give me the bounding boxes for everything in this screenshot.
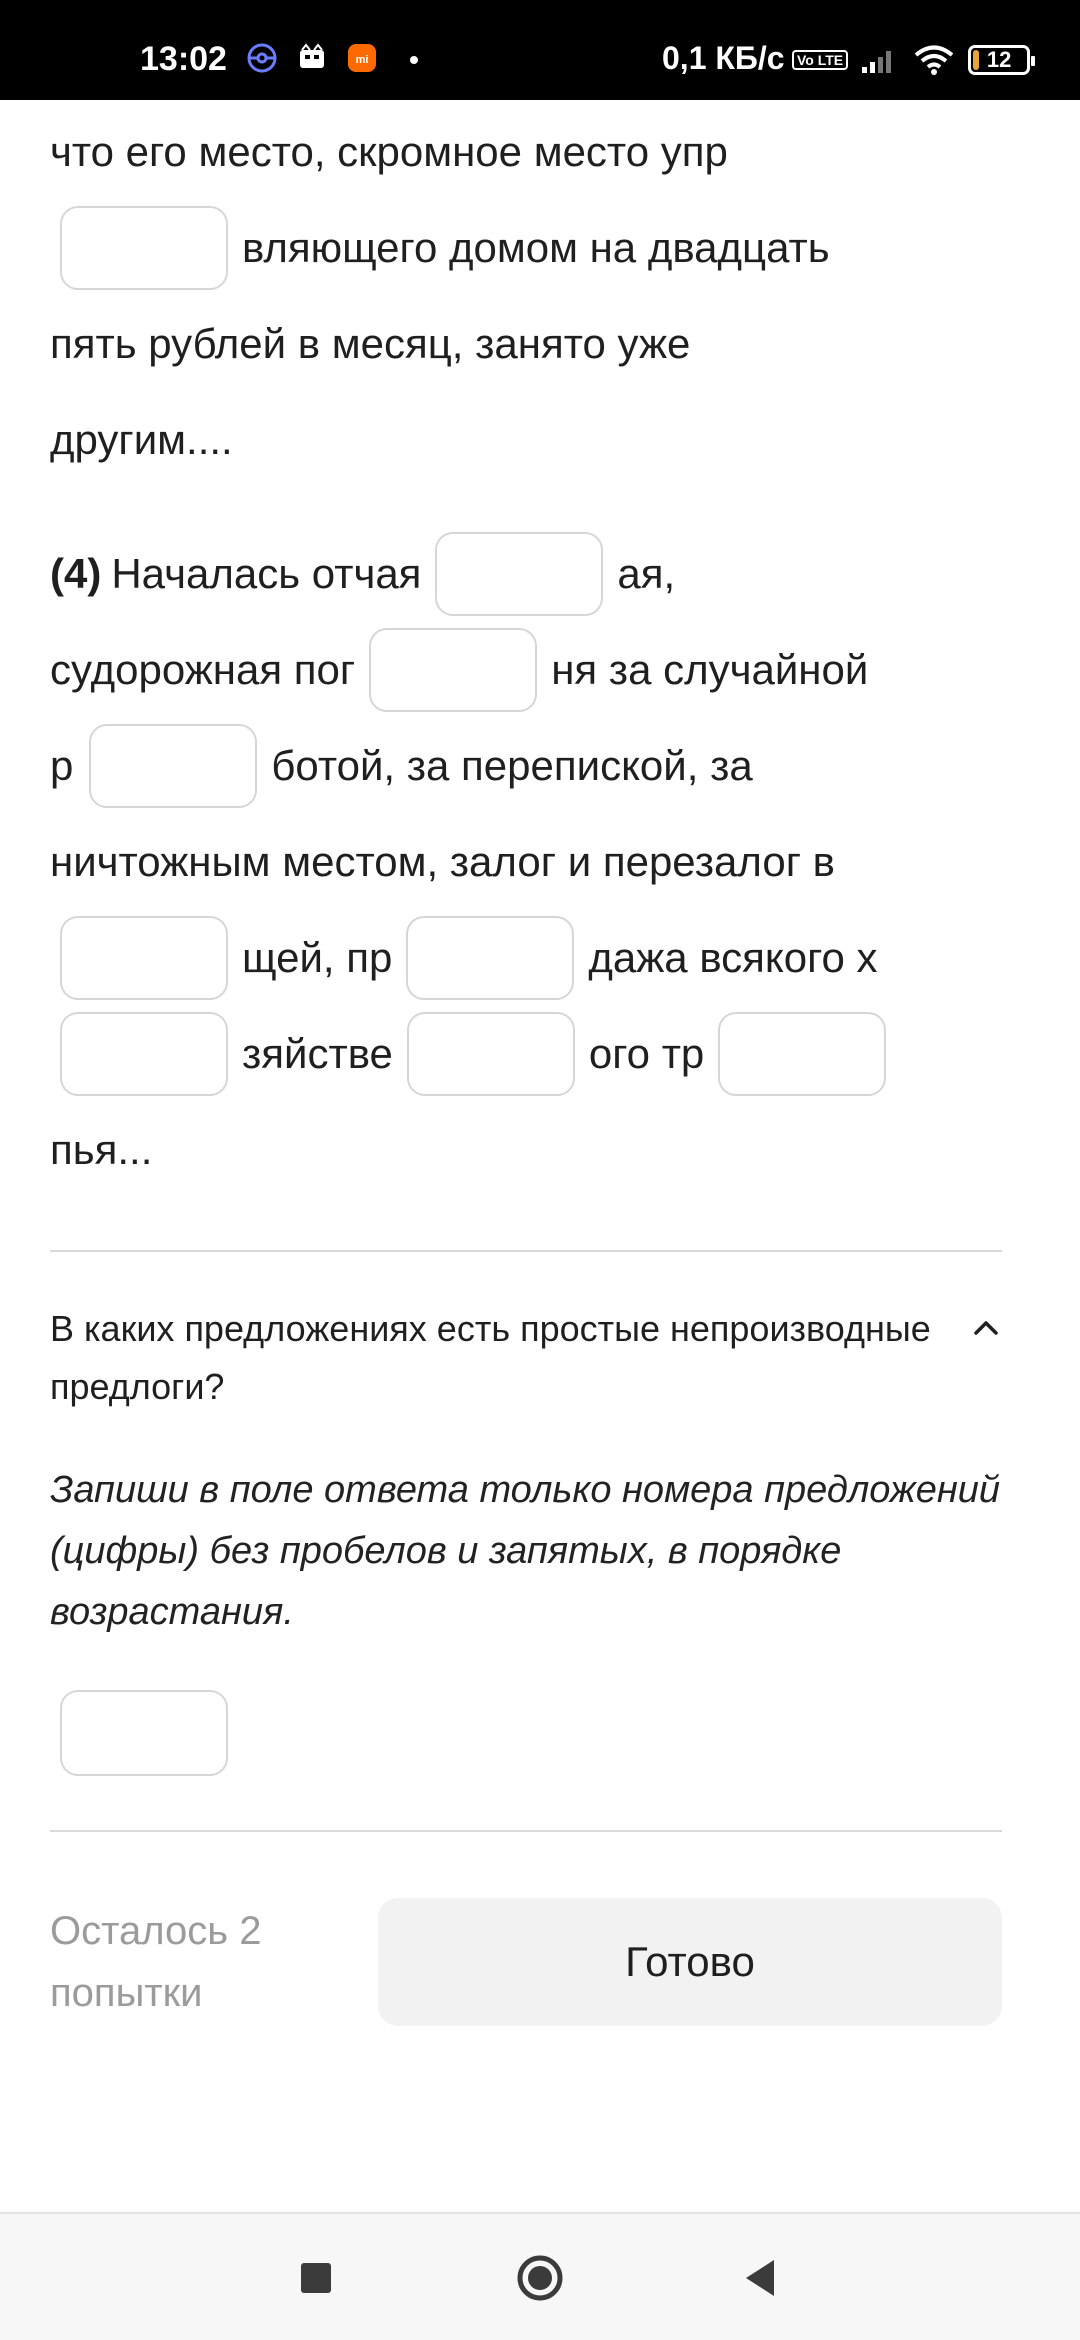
wifi-icon: [912, 44, 956, 76]
gap-input[interactable]: [435, 532, 603, 616]
passage-text: пять рублей в месяц, занято уже: [50, 320, 691, 367]
passage-line: [50, 200, 830, 296]
passage-text: дажа всякого х: [588, 934, 878, 981]
passage-line: [50, 392, 233, 488]
mi-icon: [346, 42, 378, 74]
passage-text: зяйстве: [242, 1030, 393, 1077]
passage-line: [50, 1006, 900, 1102]
chevron-up-icon[interactable]: [968, 1310, 1004, 1346]
status-bar: [0, 0, 1080, 100]
pokeball-icon: [246, 42, 278, 74]
sentence-number: (4): [50, 550, 102, 597]
passage-line: [50, 526, 675, 622]
status-right-icons: [792, 44, 1030, 76]
passage-line: [50, 296, 690, 392]
network-speed: 0,1 КБ/с: [662, 40, 785, 76]
passage-text: р: [50, 742, 74, 789]
system-navigation-bar: [0, 2212, 1080, 2340]
app-notification-icon: [296, 42, 328, 74]
passage-text: ого тр: [588, 1030, 705, 1077]
gap-input[interactable]: [718, 1012, 886, 1096]
divider: [50, 1830, 1002, 1832]
triangle-back-icon[interactable]: [736, 2254, 784, 2302]
passage-line: [50, 814, 835, 910]
signal-icon: [860, 45, 900, 75]
passage-line: [50, 1102, 152, 1198]
passage-text: ая,: [617, 550, 676, 597]
gap-input[interactable]: [60, 1012, 228, 1096]
passage-line: [50, 718, 753, 814]
instruction-text: Запиши в поле ответа только номера предложений (цифры) без пробелов и запятых, в порядке возрастания.: [50, 1469, 1001, 1633]
passage-text: вляющего домом на двадцать: [242, 224, 830, 271]
divider: [50, 1250, 1002, 1252]
passage-text: судорожная пог: [50, 646, 356, 693]
attempts-remaining: Осталось 2 попытки: [50, 1909, 262, 2015]
gap-input[interactable]: [369, 628, 537, 712]
question-text[interactable]: В каких предложениях есть простые непроизводные предлоги?: [50, 1308, 931, 1407]
answer-input[interactable]: [60, 1690, 228, 1776]
status-time: 13:02: [140, 40, 227, 78]
gap-input[interactable]: [406, 916, 574, 1000]
svg-text:mi: mi: [355, 54, 369, 66]
done-button[interactable]: Готово: [378, 1898, 1002, 2026]
passage-line: [50, 910, 878, 1006]
passage-text: Началась отчая: [111, 550, 422, 597]
circle-icon[interactable]: [516, 2254, 564, 2302]
passage-line: [50, 622, 868, 718]
gap-input[interactable]: [89, 724, 257, 808]
volte-icon: Vo LTE: [792, 50, 848, 70]
gap-input[interactable]: [60, 206, 228, 290]
gap-input[interactable]: [60, 916, 228, 1000]
passage-text: что его место, скромное место упр: [50, 128, 728, 175]
passage-text: другим....: [50, 416, 233, 463]
square-icon[interactable]: [292, 2254, 340, 2302]
passage-text: ничтожным местом, залог и перезалог в: [50, 838, 835, 885]
passage-text: ня за случайной: [551, 646, 869, 693]
battery-level: 12: [986, 47, 1012, 72]
battery-icon: [968, 45, 1030, 75]
passage-text: ботой, за перепиской, за: [271, 742, 753, 789]
more-notifications-dot: [410, 56, 418, 64]
passage-text: пья...: [50, 1126, 153, 1173]
passage-text: щей, пр: [242, 934, 393, 981]
gap-input[interactable]: [407, 1012, 575, 1096]
notification-icons: [246, 42, 378, 74]
passage-line: [50, 104, 728, 200]
